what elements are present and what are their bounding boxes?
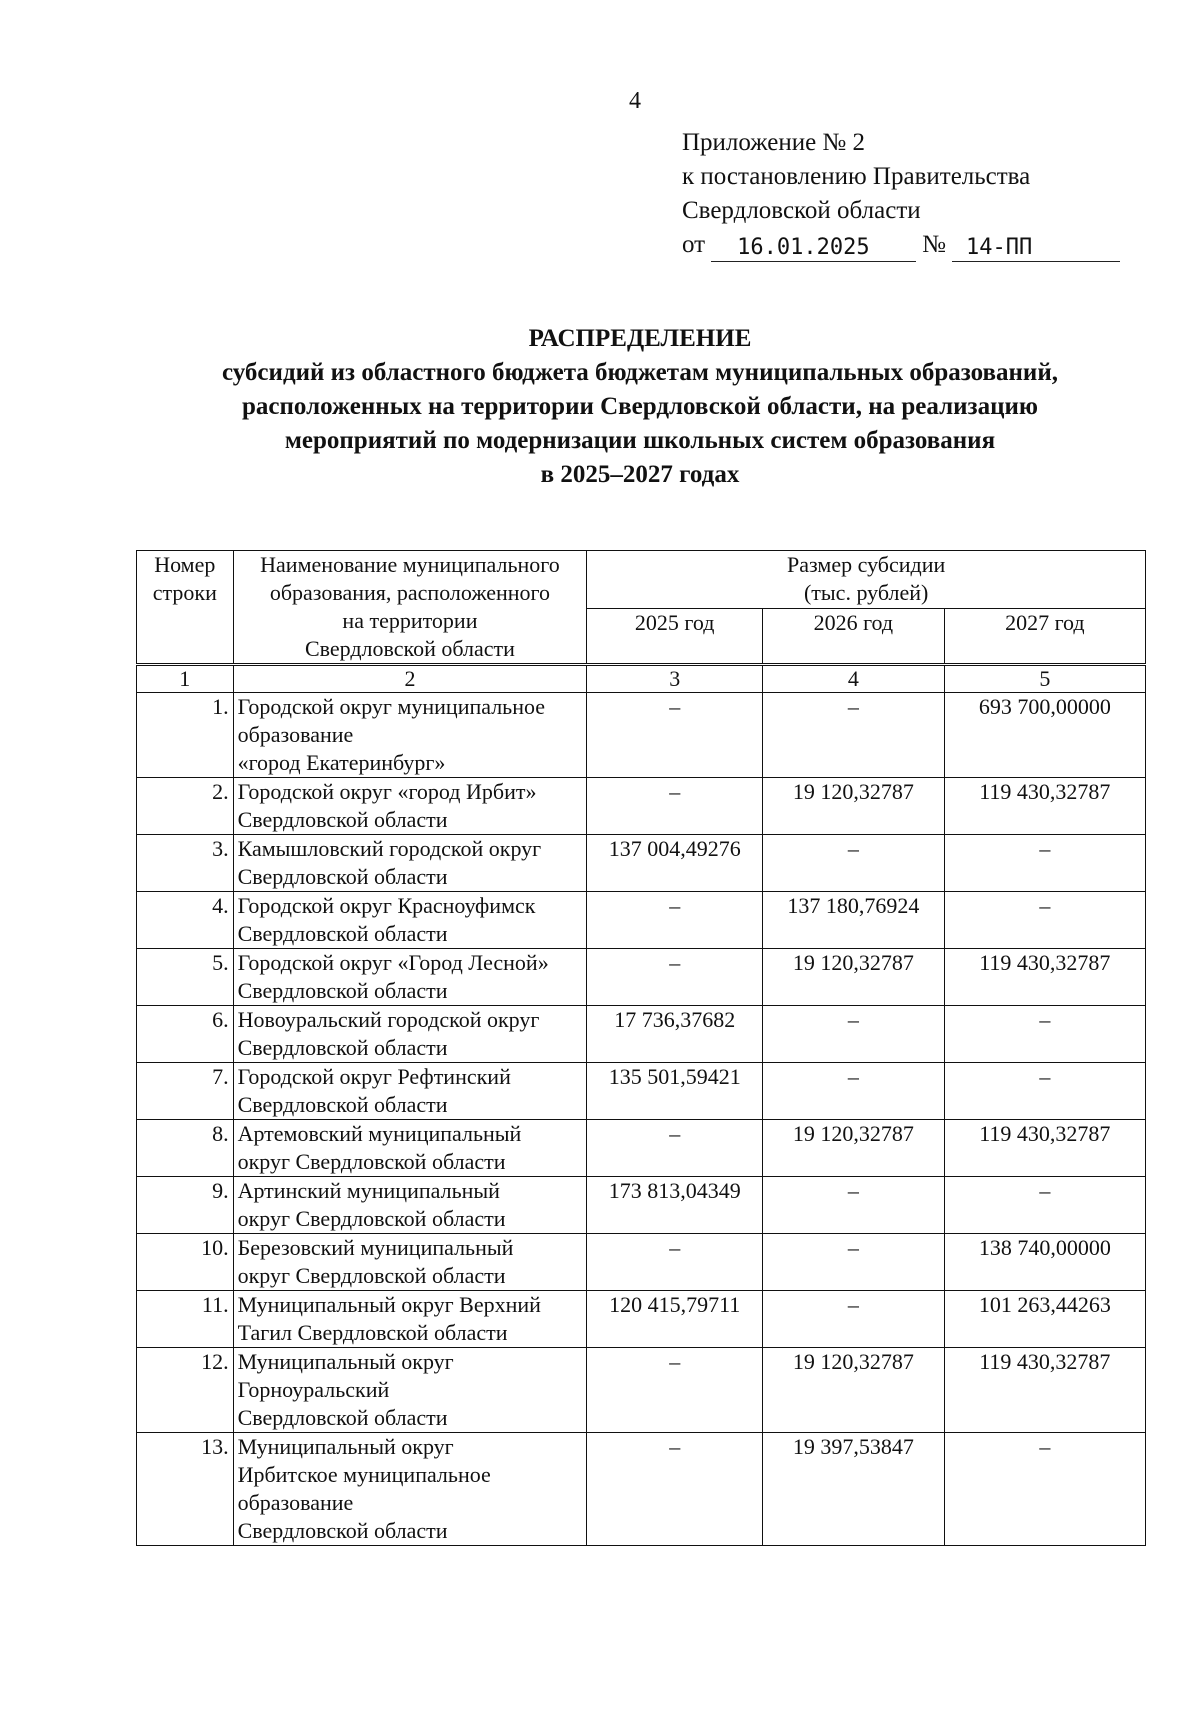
subsidy-y2026: – — [763, 1177, 945, 1234]
title-line-2: расположенных на территории Свердловской области, на реализацию — [242, 393, 1038, 420]
column-index-1: 1 — [137, 665, 234, 693]
municipality-name-line: округ Свердловской области — [237, 1263, 506, 1288]
row-number: 8. — [137, 1120, 234, 1177]
municipality-name-line: Муниципальный округ — [237, 1434, 454, 1459]
header-row-1 — [137, 551, 1146, 609]
subsidy-y2025: – — [587, 1348, 763, 1433]
municipality-name-line: «город Екатеринбург» — [237, 750, 446, 775]
municipality-name-line: Свердловской области — [237, 1035, 448, 1060]
subsidy-y2025: – — [587, 1234, 763, 1291]
municipality-name-line: Свердловской области — [237, 807, 448, 832]
subsidy-y2025: 17 736,37682 — [587, 1006, 763, 1063]
municipality-name — [233, 835, 587, 892]
header-name — [233, 551, 587, 665]
page-number: 4 — [629, 88, 641, 114]
subsidy-y2025: – — [587, 949, 763, 1006]
row-number: 3. — [137, 835, 234, 892]
subsidy-y2026: – — [763, 1006, 945, 1063]
subsidy-y2026: – — [763, 693, 945, 778]
municipality-name-line: образование — [237, 1490, 354, 1515]
municipality-name-line: Свердловской области — [237, 921, 448, 946]
municipality-name-line: Тагил Свердловской области — [237, 1320, 508, 1345]
table-row — [137, 693, 1146, 778]
subsidy-y2027: 693 700,00000 — [944, 693, 1145, 778]
subsidy-y2026: 19 120,32787 — [763, 949, 945, 1006]
municipality-name-line: Городской округ Рефтинский — [237, 1064, 511, 1089]
municipality-name — [233, 778, 587, 835]
subsidy-y2025: – — [587, 1433, 763, 1546]
municipality-name-line: Свердловской области — [237, 864, 448, 889]
table-row — [137, 1063, 1146, 1120]
subsidy-y2027: – — [944, 892, 1145, 949]
municipality-name-line: Новоуральский городской округ — [237, 1007, 540, 1032]
subsidy-y2027: – — [944, 1177, 1145, 1234]
header-size-line-1: Размер субсидии — [787, 552, 946, 577]
municipality-name-line: округ Свердловской области — [237, 1149, 506, 1174]
subsidy-y2027: 119 430,32787 — [944, 1120, 1145, 1177]
row-number: 7. — [137, 1063, 234, 1120]
header-year-2026: 2026 год — [763, 609, 945, 665]
from-label: от — [682, 231, 706, 258]
header-name-line-3: на территории — [342, 608, 478, 633]
municipality-name-line: Городской округ «Город Лесной» — [237, 950, 549, 975]
table-row — [137, 892, 1146, 949]
table-row — [137, 1348, 1146, 1433]
municipality-name-line: Горноуральский — [237, 1377, 390, 1402]
municipality-name-line: округ Свердловской области — [237, 1206, 506, 1231]
subsidy-y2026: 137 180,76924 — [763, 892, 945, 949]
appendix-sign-line — [682, 228, 1120, 262]
municipality-name-line: Артемовский муниципальный — [237, 1121, 522, 1146]
row-number: 4. — [137, 892, 234, 949]
municipality-name-line: Городской округ Красноуфимск — [237, 893, 536, 918]
header-name-line-4: Свердловской области — [304, 636, 515, 661]
subsidy-y2025: 173 813,04349 — [587, 1177, 763, 1234]
subsidy-y2026: 19 120,32787 — [763, 1120, 945, 1177]
table-row — [137, 1177, 1146, 1234]
table-row — [137, 949, 1146, 1006]
table-row — [137, 1433, 1146, 1546]
municipality-name-line: Артинский муниципальный — [237, 1178, 500, 1203]
row-number: 9. — [137, 1177, 234, 1234]
number-label: № — [922, 231, 946, 258]
appendix-block — [682, 126, 1120, 262]
subsidy-y2026: 19 120,32787 — [763, 778, 945, 835]
subsidy-y2027: 119 430,32787 — [944, 949, 1145, 1006]
subsidy-y2025: 135 501,59421 — [587, 1063, 763, 1120]
header-row-number-line-1: Номер — [154, 552, 216, 577]
row-number: 1. — [137, 693, 234, 778]
municipality-name-line: Камышловский городской округ — [237, 836, 542, 861]
row-number: 10. — [137, 1234, 234, 1291]
header-year-2025: 2025 год — [587, 609, 763, 665]
subsidy-y2025: – — [587, 1120, 763, 1177]
subsidy-y2027: – — [944, 1063, 1145, 1120]
row-number: 13. — [137, 1433, 234, 1546]
header-row-number — [137, 551, 234, 665]
municipality-name — [233, 693, 587, 778]
title-line-4: в 2025–2027 годах — [540, 461, 740, 488]
row-number: 5. — [137, 949, 234, 1006]
municipality-name — [233, 1006, 587, 1063]
table-row — [137, 1006, 1146, 1063]
header-size-line-2: (тыс. рублей) — [803, 580, 929, 605]
municipality-name-line: Свердловской области — [237, 1405, 448, 1430]
column-index-row — [137, 665, 1146, 693]
municipality-name — [233, 1291, 587, 1348]
header-row-number-line-2: строки — [152, 580, 217, 605]
header-year-2027: 2027 год — [944, 609, 1145, 665]
subsidy-y2026: 19 120,32787 — [763, 1348, 945, 1433]
column-index-5: 5 — [944, 665, 1145, 693]
row-number: 2. — [137, 778, 234, 835]
table-row — [137, 778, 1146, 835]
municipality-name — [233, 1120, 587, 1177]
subsidy-y2027: – — [944, 1433, 1145, 1546]
header-name-line-2: образования, расположенного — [269, 580, 551, 605]
subsidy-y2027: 101 263,44263 — [944, 1291, 1145, 1348]
municipality-name — [233, 1063, 587, 1120]
municipality-name-line: Свердловской области — [237, 978, 448, 1003]
municipality-name-line: Ирбитское муниципальное — [237, 1462, 491, 1487]
appendix-line-2: к постановлению Правительства — [682, 163, 1031, 190]
document-title — [130, 322, 1150, 492]
appendix-line-3: Свердловской области — [682, 197, 921, 224]
municipality-name-line: Свердловской области — [237, 1092, 448, 1117]
municipality-name — [233, 1234, 587, 1291]
subsidy-y2026: 19 397,53847 — [763, 1433, 945, 1546]
municipality-name-line: Городской округ «город Ирбит» — [237, 779, 537, 804]
municipality-name — [233, 1348, 587, 1433]
subsidy-y2027: – — [944, 1006, 1145, 1063]
table-row — [137, 835, 1146, 892]
municipality-name — [233, 949, 587, 1006]
municipality-name — [233, 892, 587, 949]
subsidy-y2026: – — [763, 1291, 945, 1348]
subsidy-y2025: 120 415,79711 — [587, 1291, 763, 1348]
column-index-3: 3 — [587, 665, 763, 693]
title-line-3: мероприятий по модернизации школьных систем образования — [284, 427, 996, 454]
table-row — [137, 1291, 1146, 1348]
municipality-name-line: Муниципальный округ — [237, 1349, 454, 1374]
municipality-name-line: образование — [237, 722, 354, 747]
subsidy-y2027: 119 430,32787 — [944, 778, 1145, 835]
municipality-name-line: Свердловской области — [237, 1518, 448, 1543]
subsidy-y2026: – — [763, 1234, 945, 1291]
table-row — [137, 1120, 1146, 1177]
appendix-line-1: Приложение № 2 — [682, 129, 866, 156]
subsidy-y2026: – — [763, 835, 945, 892]
municipality-name-line: Березовский муниципальный — [237, 1235, 514, 1260]
header-subsidy-size — [587, 551, 1146, 609]
municipality-name — [233, 1433, 587, 1546]
subsidy-y2027: – — [944, 835, 1145, 892]
municipality-name-line: Городской округ муниципальное — [237, 694, 546, 719]
header-name-line-1: Наименование муниципального — [260, 552, 560, 577]
title-main: РАСПРЕДЕЛЕНИЕ — [528, 325, 752, 352]
resolution-date: 16.01.2025 — [711, 235, 916, 262]
row-number: 11. — [137, 1291, 234, 1348]
column-index-4: 4 — [763, 665, 945, 693]
subsidy-table — [136, 550, 1146, 1546]
subsidy-y2027: 119 430,32787 — [944, 1348, 1145, 1433]
resolution-number: 14-ПП — [952, 235, 1120, 262]
subsidy-y2025: – — [587, 693, 763, 778]
column-index-2: 2 — [233, 665, 587, 693]
subsidy-y2025: – — [587, 892, 763, 949]
title-line-1: субсидий из областного бюджета бюджетам муниципальных образований, — [222, 359, 1058, 386]
municipality-name — [233, 1177, 587, 1234]
table-row — [137, 1234, 1146, 1291]
subsidy-y2025: – — [587, 778, 763, 835]
row-number: 12. — [137, 1348, 234, 1433]
subsidy-y2026: – — [763, 1063, 945, 1120]
row-number: 6. — [137, 1006, 234, 1063]
subsidy-y2025: 137 004,49276 — [587, 835, 763, 892]
municipality-name-line: Муниципальный округ Верхний — [237, 1292, 541, 1317]
subsidy-y2027: 138 740,00000 — [944, 1234, 1145, 1291]
